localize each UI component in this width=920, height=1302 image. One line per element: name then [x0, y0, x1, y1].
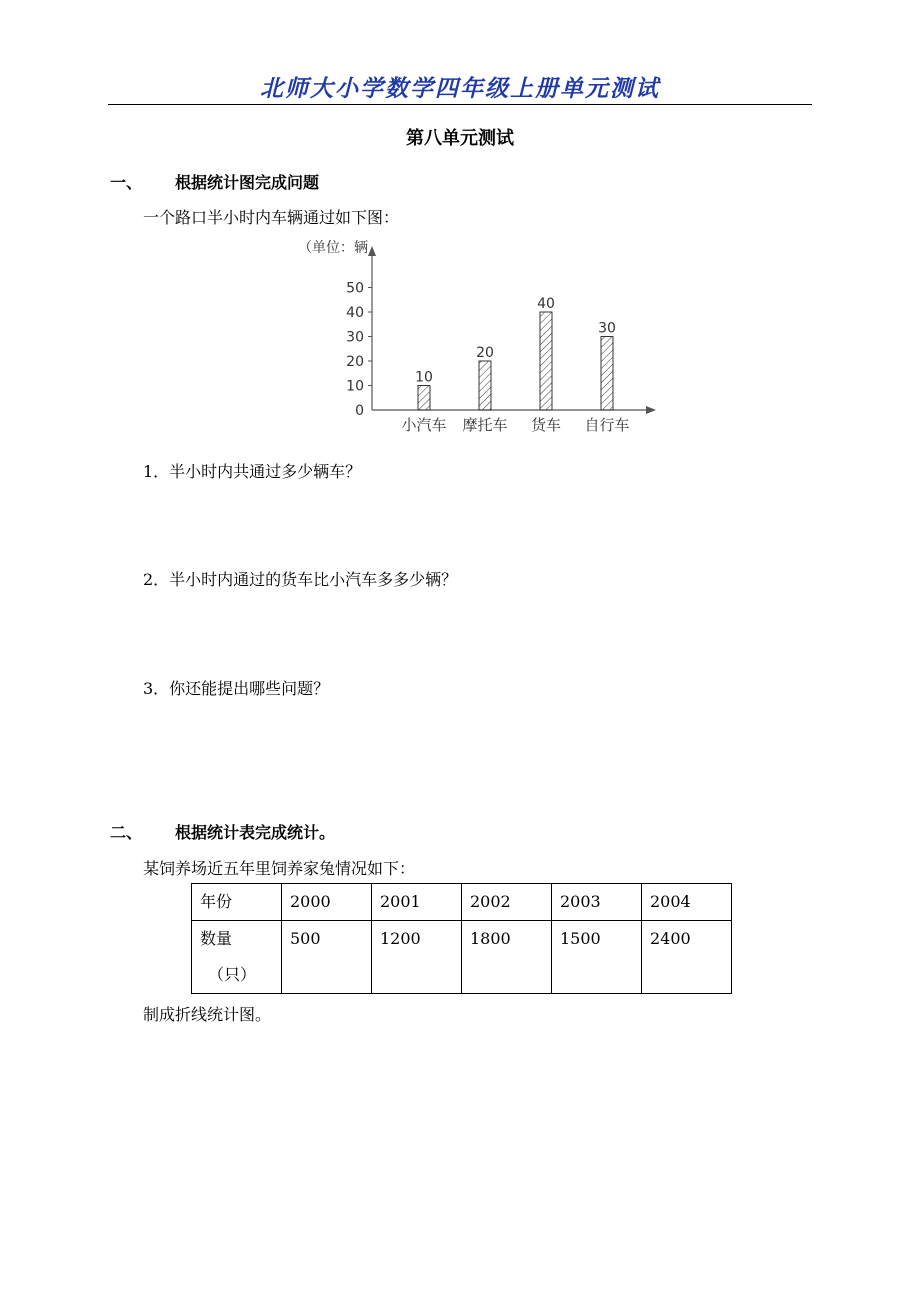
table-header-count-label: 数量: [200, 929, 233, 948]
document-title: 第八单元测试: [406, 128, 514, 149]
bar-value-label: 20: [476, 345, 494, 361]
table-cell: 2001: [372, 884, 462, 921]
x-axis-arrow: [646, 406, 656, 414]
bar-value-label: 10: [415, 369, 433, 386]
y-tick-label: 30: [346, 329, 364, 346]
section-1-heading: 根据统计图完成问题: [175, 173, 320, 192]
page-header-title: 北师大小学数学四年级上册单元测试: [260, 76, 660, 102]
question-1: 1．半小时内共通过多少辆车？: [143, 462, 362, 481]
y-tick-label: 40: [346, 305, 364, 321]
y-tick-label: 50: [346, 280, 364, 297]
table-cell: 1200: [372, 921, 462, 994]
y-tick-group: [346, 281, 372, 420]
x-label-group: [401, 416, 629, 434]
rabbit-data-table: [191, 883, 732, 994]
section-2-number: 二、: [110, 823, 143, 842]
table-header-count: [192, 921, 282, 994]
table-row-years: [192, 884, 732, 921]
section-1-number: 一、: [110, 173, 143, 192]
table-header-count-unit: （只）: [208, 965, 257, 984]
section-2-intro: 某饲养场近五年里饲养家兔情况如下：: [143, 859, 416, 878]
table-cell: 1500: [552, 921, 642, 994]
table-cell: 2400: [642, 921, 732, 994]
bar-value-label: 40: [537, 296, 555, 312]
table-header-year: 年份: [192, 884, 282, 921]
bar: [479, 361, 491, 410]
bar: [540, 312, 552, 410]
question-2: 2．半小时内通过的货车比小汽车多多少辆？: [143, 570, 458, 589]
question-3: 3．你还能提出哪些问题？: [143, 679, 330, 698]
bar-value-label: 30: [598, 320, 616, 337]
table-cell: 2000: [282, 884, 372, 921]
table-cell: 2002: [462, 884, 552, 921]
bar-group: [415, 296, 616, 410]
table-cell: 1800: [462, 921, 552, 994]
table-cell: 2004: [642, 884, 732, 921]
section-1-intro: 一个路口半小时内车辆通过如下图：: [143, 208, 400, 227]
y-axis-arrow: [368, 246, 376, 256]
y-tick-label: 20: [346, 354, 364, 370]
y-tick-label: 10: [346, 378, 364, 395]
x-category-label: 自行车: [584, 416, 630, 434]
header-divider: [108, 104, 812, 105]
section-2-outro: 制成折线统计图。: [143, 1005, 272, 1024]
x-category-label: 货车: [530, 416, 562, 434]
vehicle-bar-chart: [292, 232, 672, 437]
table-row-counts: [192, 921, 732, 994]
bar: [418, 386, 430, 411]
x-category-label: 摩托车: [462, 416, 508, 434]
bar: [601, 337, 613, 411]
x-category-label: 小汽车: [401, 416, 447, 434]
section-2-heading: 根据统计表完成统计。: [175, 823, 336, 842]
table-cell: 2003: [552, 884, 642, 921]
table-cell: 500: [282, 921, 372, 994]
chart-unit-label: （单位：辆: [298, 240, 368, 256]
y-tick-label: 0: [355, 403, 364, 419]
